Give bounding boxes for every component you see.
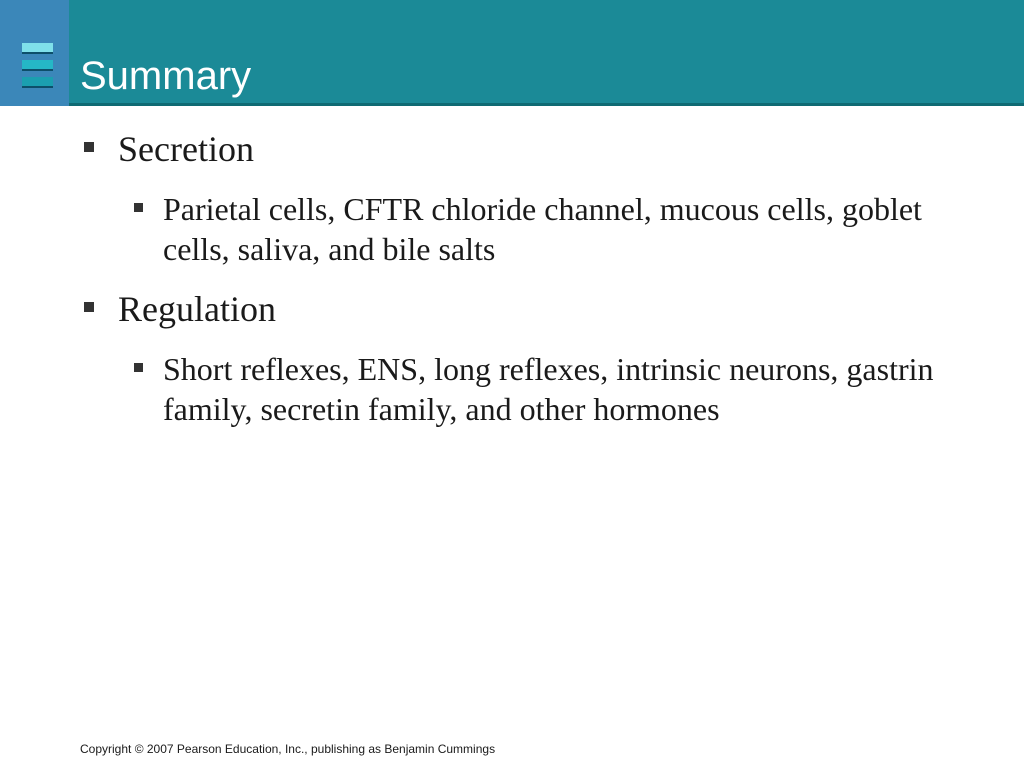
sub-bullet-secretion: [132, 189, 972, 269]
square-bullet-icon: [134, 363, 143, 372]
logo-bar-bottom: [22, 77, 53, 88]
copyright-footer: Copyright © 2007 Pearson Education, Inc., publishing as Benjamin Cummings: [80, 742, 496, 756]
logo-icon: [0, 0, 69, 106]
title-bar: [0, 0, 1024, 106]
sub-bullet-text: Short reflexes, ENS, long reflexes, intrinsic neurons, gastrin family, secretin family, and other hormones: [163, 351, 934, 427]
square-bullet-icon: [84, 302, 94, 312]
slide-title: Summary: [80, 54, 252, 98]
square-bullet-icon: [134, 203, 143, 212]
logo-bar-top: [22, 43, 53, 54]
bullet-label: Secretion: [118, 129, 254, 169]
logo-bar-middle: [22, 60, 53, 71]
bullet-label: Regulation: [118, 289, 276, 329]
square-bullet-icon: [84, 142, 94, 152]
sub-bullet-regulation: [132, 349, 972, 429]
sub-bullet-text: Parietal cells, CFTR chloride channel, mucous cells, goblet cells, saliva, and bile salts: [163, 191, 922, 267]
